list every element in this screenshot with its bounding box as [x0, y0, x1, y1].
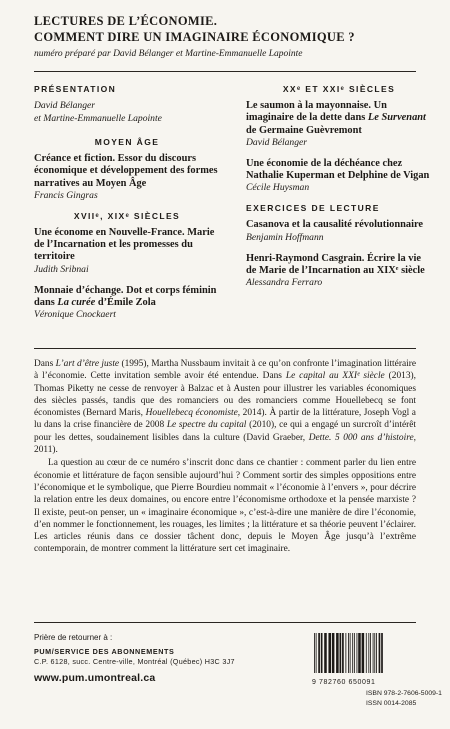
entry-author: David Bélanger: [246, 136, 308, 148]
issue-subtitle: numéro préparé par David Bélanger et Martine-Emmanuelle Lapointe: [34, 49, 303, 59]
barcode-bar: [354, 633, 355, 673]
entry-title: Monnaie d’échange. Dot et corps féminin dans La curée d’Émile Zola: [34, 284, 217, 309]
barcode-bars: [312, 633, 418, 673]
description-text: [34, 358, 416, 556]
barcode-bar: [321, 633, 323, 673]
toc-entry: [246, 158, 432, 195]
barcode-bar: [348, 633, 349, 673]
section-heading-xx-xxi: XXᵉ ET XXIᵉ SIÈCLES: [282, 84, 396, 94]
return-label: Prière de retourner à :: [34, 633, 113, 642]
barcode-bar: [340, 633, 342, 673]
entry-title: Une économie de la déchéance chez Nathalie Kuperman et Delphine de Vigan: [246, 157, 430, 182]
top-divider: [34, 71, 416, 72]
toc-entry: [246, 100, 432, 149]
description-paragraph-1: Dans L’art d’être juste (1995), Martha Nussbaum invitait à ce qu’on confronte l’imagination littéraire à l’économie. Cette invitation semble avoir été entendue. Dans Le capital au XXIᵉ siècle (2013), Thomas Piketty ne cesse de renvoyer à Balzac et à Austen pour illustrer les variables économiques des siècles passés, tandis que des romanciers ou des romanciers comme Houellebecq se font économistes (Bernard Maris, Houellebecq économiste, 2014). À partir de la littérature, Joseph Vogl a lu dans la crise financière de 2008 Le spectre du capital (2010), ce qui a engagé un surcroît d’intérêt pour les dettes, soudainement lisibles dans la culture (David Graeber, Dette. 5 000 ans d’histoire, 2011).: [34, 359, 417, 456]
entry-title: Henri-Raymond Casgrain. Écrire la vie de Marie de l’Incarnation au XIXᵉ siècle: [246, 252, 425, 277]
isbn-issn: [366, 689, 442, 709]
barcode-bar: [381, 633, 383, 673]
issue-title-line2: COMMENT DIRE UN IMAGINAIRE ÉCONOMIQUE ?: [34, 30, 355, 44]
presentation-authors: David Bélanger et Martine-Emmanuelle Lapointe: [34, 100, 162, 124]
website-link[interactable]: www.pum.umontreal.ca: [34, 672, 156, 684]
issue-title: [34, 13, 434, 45]
section-heading-exercices: EXERCICES DE LECTURE: [246, 203, 380, 214]
entry-title: Le saumon à la mayonnaise. Un imaginaire de la dette dans Le Survenant de Germaine Guèvremont: [246, 100, 426, 136]
barcode-bar: [362, 633, 365, 673]
middle-divider: [34, 348, 416, 349]
barcode-bar: [352, 633, 353, 673]
toc-entry: [246, 253, 432, 290]
toc-entry: [246, 219, 432, 243]
barcode-bar: [324, 633, 327, 673]
toc-entry: [34, 285, 220, 322]
barcode-bar: [314, 633, 315, 673]
entry-author: Véronique Cnockaert: [34, 309, 116, 321]
barcode-number: 9 782760 650091: [312, 679, 376, 686]
barcode-bar: [358, 633, 361, 673]
bottom-divider: [34, 622, 416, 623]
barcode-bar: [379, 633, 381, 673]
barcode-bar: [366, 633, 367, 673]
entry-title: Casanova et la causalité révolutionnaire: [246, 219, 424, 231]
barcode-bar: [368, 633, 369, 673]
barcode-bar: [350, 633, 351, 673]
entry-author: Benjamin Hoffmann: [246, 231, 324, 243]
barcode-bar: [373, 633, 374, 673]
barcode-bar: [342, 633, 344, 673]
description-paragraph-2: La question au cœur de ce numéro s’inscrit donc dans ce chantier : comment parler du lien entre économie et littérature de façon sensible aujourd’hui ? Comment sortir des simples oppositions entre l’économique et le symbolique, que Pierre Bourdieu nommait « l’économie à l’envers », pour décrire la relation entre les deux domaines, ou encore entre l’économisme orthodoxe et la pensée marxiste ? Il existe, peut-on penser, un « imaginaire économique », c’est-à-dire une manière de dire l’économie, d’en nommer le fonctionnement, les rouages, les limites ; la littérature et sa théorie peuvent l’éclairer. Les articles réunis dans ce dossier tâchent donc, depuis le Moyen Âge jusqu’à l’extrême contemporain, de montrer comment la littérature sert cet imaginaire.: [34, 458, 416, 555]
barcode-bar: [336, 633, 339, 673]
toc-left-column: [34, 84, 220, 330]
section-heading-presentation: PRÉSENTATION: [34, 84, 117, 94]
entry-author: Cécile Huysman: [246, 182, 310, 194]
barcode-bar: [370, 633, 371, 673]
entry-author: Alessandra Ferraro: [246, 277, 323, 289]
entry-author: Judith Sribnai: [34, 263, 89, 275]
publisher-service: PUM/SERVICE DES ABONNEMENTS: [34, 647, 175, 656]
return-address: [34, 633, 264, 684]
toc-entry: [34, 227, 220, 276]
barcode-bar: [374, 633, 375, 673]
postal-address: C.P. 6128, succ. Centre-ville, Montréal (Québec) H3C 3J7: [34, 657, 235, 666]
entry-author: Francis Gingras: [34, 189, 98, 201]
barcode-bar: [376, 633, 377, 673]
entry-title: Une économe en Nouvelle-France. Marie de l’Incarnation et les promesses du territoire: [34, 226, 215, 263]
issue-title-line1: LECTURES DE L’ÉCONOMIE.: [34, 14, 218, 28]
section-heading-xvii-xix: XVIIᵉ, XIXᵉ SIÈCLES: [73, 210, 181, 221]
barcode-bar: [318, 633, 320, 673]
barcode-bar: [316, 633, 317, 673]
barcode: [312, 633, 418, 686]
barcode-bar: [328, 633, 331, 673]
toc-entry: [34, 153, 220, 202]
toc-right-column: [246, 84, 432, 298]
entry-title: Créance et fiction. Essor du discours économique et développement des formes narratives au Moyen Âge: [34, 153, 218, 189]
section-heading-moyen-age: MOYEN ÂGE: [94, 137, 160, 147]
barcode-bar: [357, 633, 358, 673]
isbn: ISBN 978-2-7606-5009-1: [366, 690, 442, 697]
barcode-bar: [345, 633, 346, 673]
barcode-bar: [332, 633, 335, 673]
issn: ISSN 0014-2085: [366, 700, 417, 707]
